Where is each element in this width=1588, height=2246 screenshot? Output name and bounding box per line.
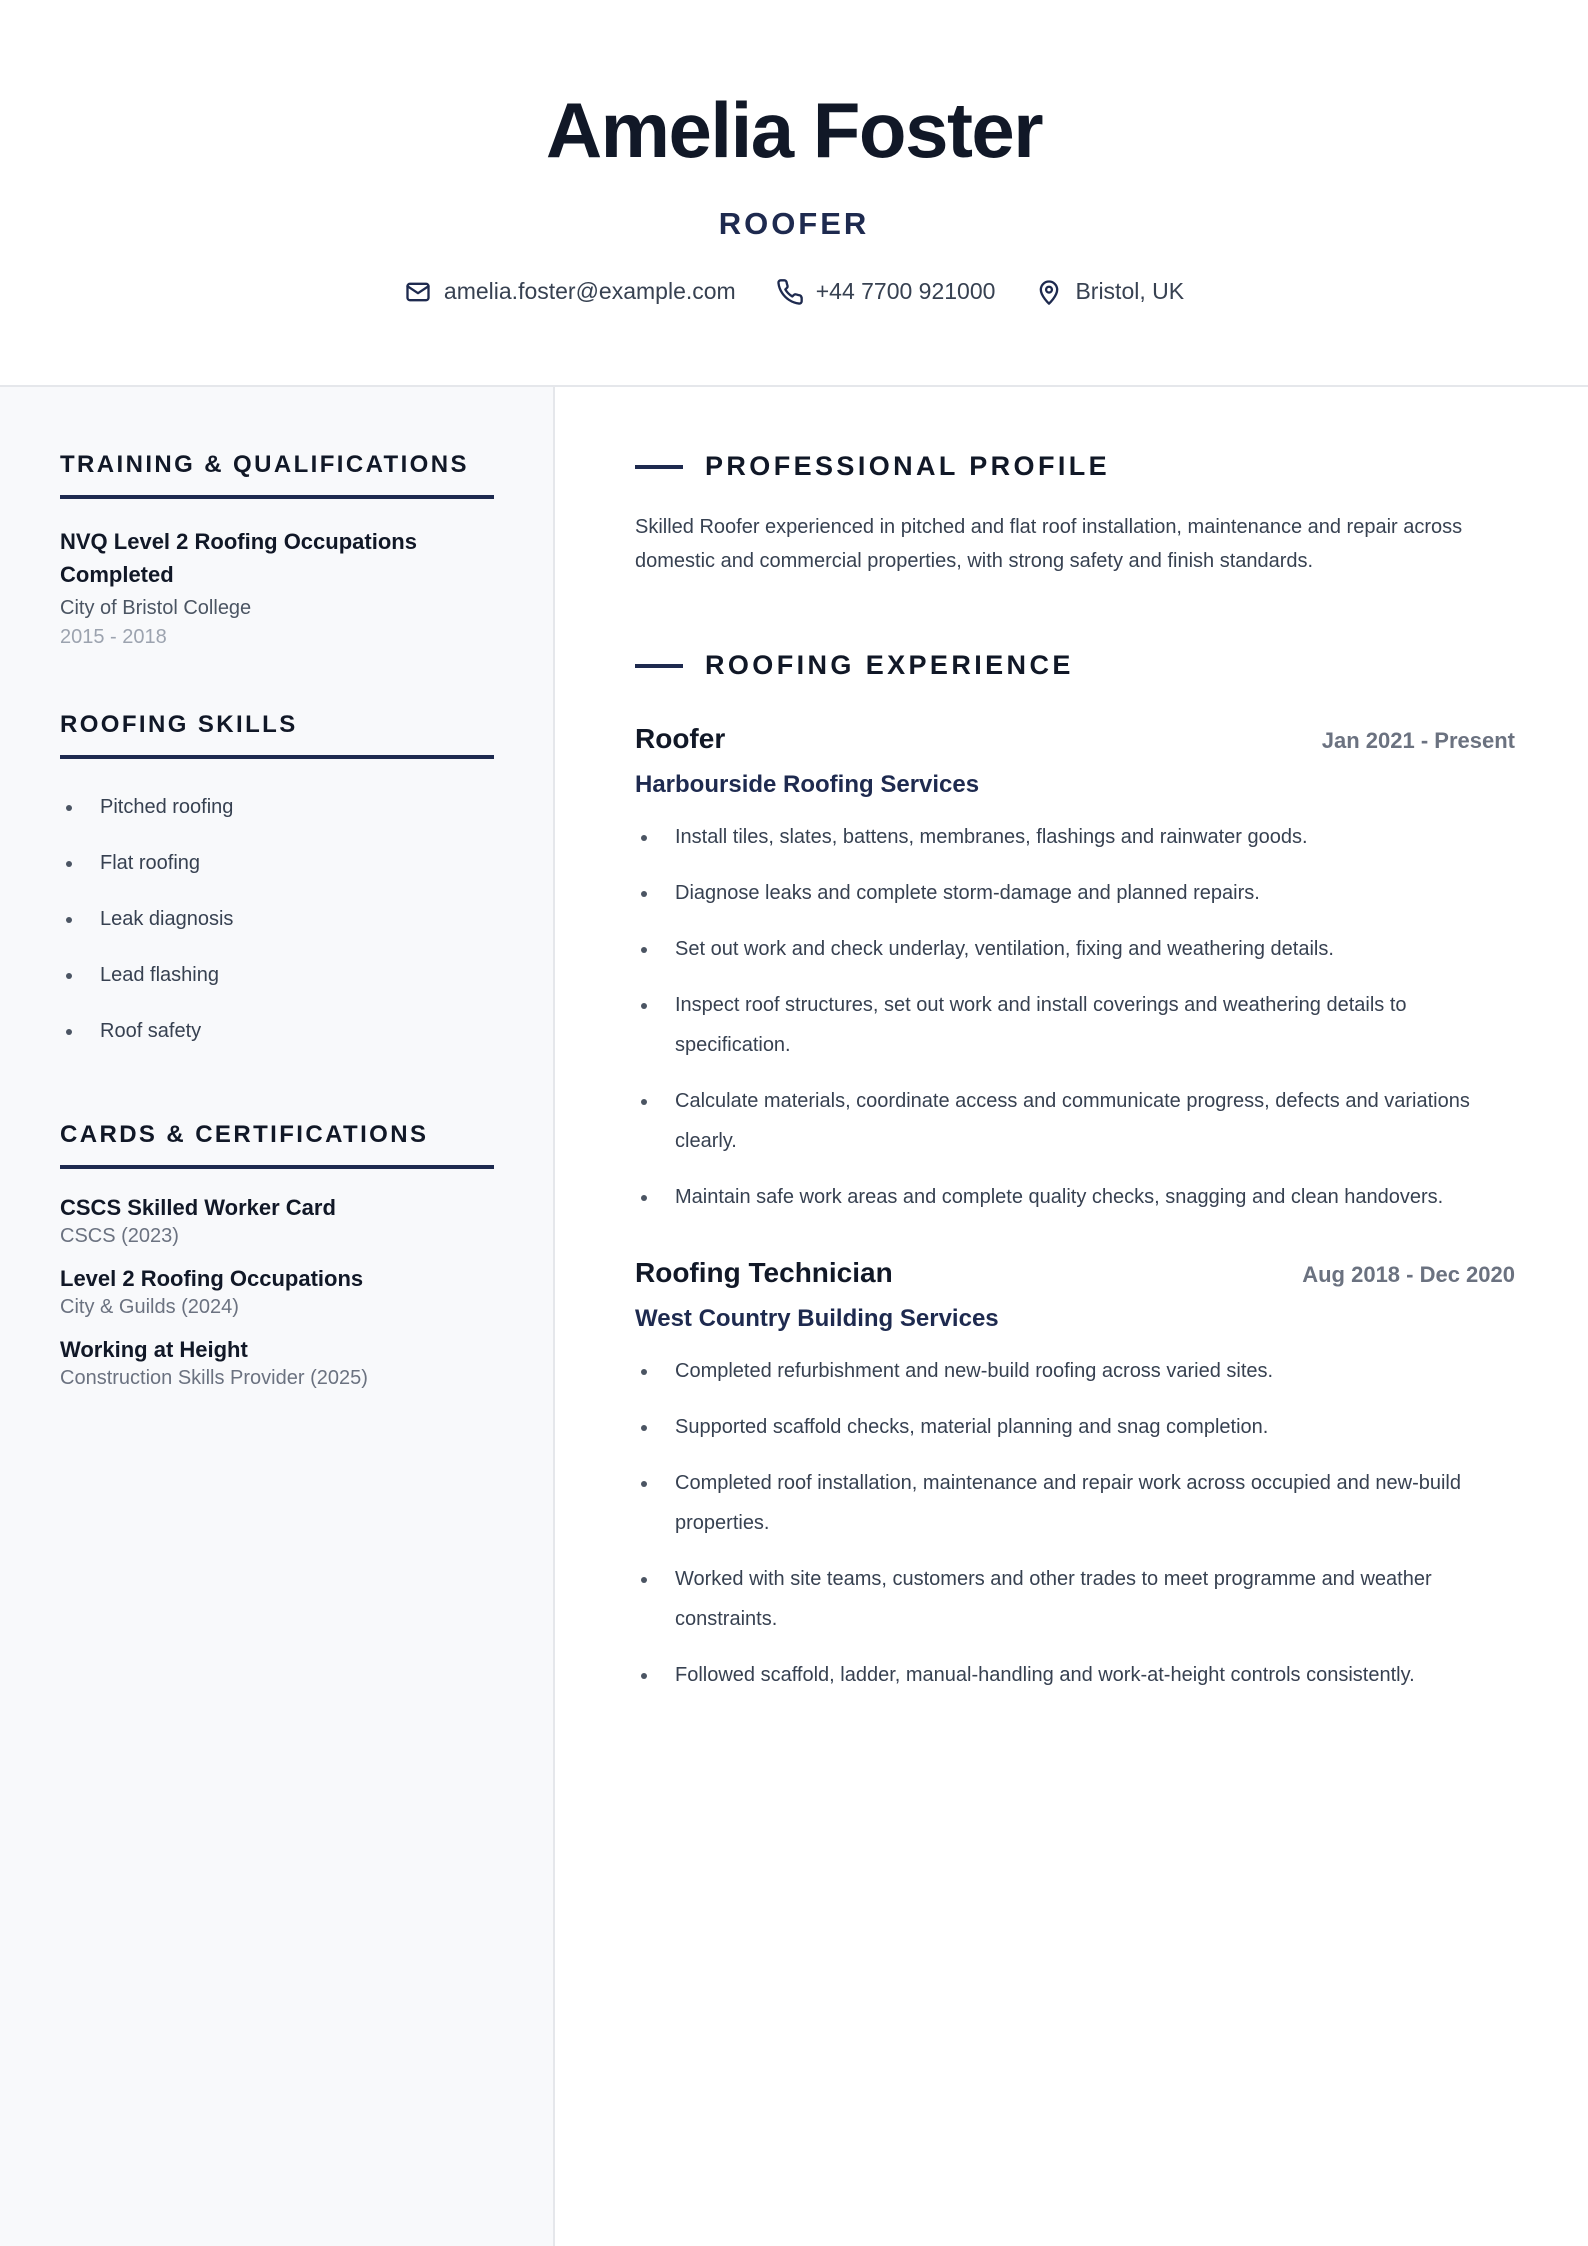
certification-title: CSCS Skilled Worker Card [60,1195,336,1220]
job-bullets [635,817,1515,1217]
qualification-institution: City of Bristol College [60,597,252,619]
certification-issuer: CSCS (2023) [60,1225,179,1247]
job-entry [635,723,1515,1217]
job-bullet: Inspect roof structures, set out work and install coverings and weathering details to specification. [635,985,1515,1065]
certification-item [60,1266,493,1319]
certification-issuer: City & Guilds (2024) [60,1296,239,1318]
job-company: Harbourside Roofing Services [635,771,980,798]
phone-text[interactable]: +44 7700 921000 [815,278,996,305]
certification-item [60,1195,493,1248]
qualification-title: NVQ Level 2 Roofing Occupations Completed [60,529,417,587]
job-title: Roofer [635,723,726,754]
job-title: Roofing Technician [635,1257,893,1288]
phone-icon [776,278,804,306]
skill-item: Lead flashing [60,947,493,1003]
candidate-name: Amelia Foster [545,86,1043,174]
job-bullet: Completed roof installation, maintenance and repair work across occupied and new-build properties. [635,1463,1515,1543]
job-company: West Country Building Services [635,1305,999,1332]
job-bullet: Diagnose leaks and complete storm-damage and planned repairs. [635,873,1515,913]
qualification-years: 2015 - 2018 [60,626,167,648]
skills-list [60,779,493,1059]
experience-heading [635,650,1515,681]
main-content [555,387,1588,2246]
job-header [635,1257,1515,1289]
certification-title: Level 2 Roofing Occupations [60,1266,364,1291]
heading-accent-bar [635,664,683,668]
certification-item [60,1337,493,1390]
certification-issuer: Construction Skills Provider (2025) [60,1367,368,1389]
job-dates: Jan 2021 - Present [1321,728,1515,753]
job-bullet: Calculate materials, coordinate access and communicate progress, defects and variations clearly. [635,1081,1515,1161]
skill-item: Flat roofing [60,835,493,891]
job-dates: Aug 2018 - Dec 2020 [1302,1262,1515,1287]
job-bullet: Followed scaffold, ladder, manual-handling and work-at-height controls consistently. [635,1655,1515,1695]
profile-text: Skilled Roofer experienced in pitched and flat roof installation, maintenance and repair across domestic and commercial properties, with strong safety and finish standards. [635,516,1463,572]
certifications-section [60,1121,493,1390]
job-bullets [635,1351,1515,1695]
skill-item: Leak diagnosis [60,891,493,947]
profile-heading [635,451,1515,482]
job-header [635,723,1515,755]
skills-heading: ROOFING SKILLS [60,711,494,759]
job-bullet: Set out work and check underlay, ventilation, fixing and weathering details. [635,929,1515,969]
map-pin-icon [1035,278,1063,306]
job-bullet: Install tiles, slates, battens, membranes, flashings and rainwater goods. [635,817,1515,857]
profile-heading-text: PROFESSIONAL PROFILE [705,451,1111,481]
certifications-heading: CARDS & CERTIFICATIONS [60,1121,494,1169]
sidebar [0,387,555,2246]
mail-icon [404,278,432,306]
heading-accent-bar [635,465,683,469]
experience-section [635,650,1515,1695]
contact-row [0,278,1588,306]
skills-section [60,711,493,1059]
job-entry [635,1257,1515,1695]
certification-title: Working at Height [60,1337,248,1362]
skill-item: Pitched roofing [60,779,493,835]
job-bullet: Worked with site teams, customers and other trades to meet programme and weather constraints. [635,1559,1515,1639]
job-bullet: Maintain safe work areas and complete quality checks, snagging and clean handovers. [635,1177,1515,1217]
email-text[interactable]: amelia.foster@example.com [443,278,736,305]
experience-heading-text: ROOFING EXPERIENCE [705,650,1074,680]
contact-location [1035,278,1184,306]
training-section [60,451,493,649]
contact-phone[interactable] [776,278,996,306]
profile-section [635,451,1515,578]
contact-email[interactable] [404,278,736,306]
training-heading: TRAINING & QUALIFICATIONS [60,451,494,499]
resume-body [0,387,1588,2246]
job-bullet: Supported scaffold checks, material planning and snag completion. [635,1407,1515,1447]
candidate-role: ROOFER [718,205,870,241]
location-text: Bristol, UK [1075,278,1185,305]
job-bullet: Completed refurbishment and new-build roofing across varied sites. [635,1351,1515,1391]
resume-header [0,0,1588,387]
skill-item: Roof safety [60,1003,493,1059]
